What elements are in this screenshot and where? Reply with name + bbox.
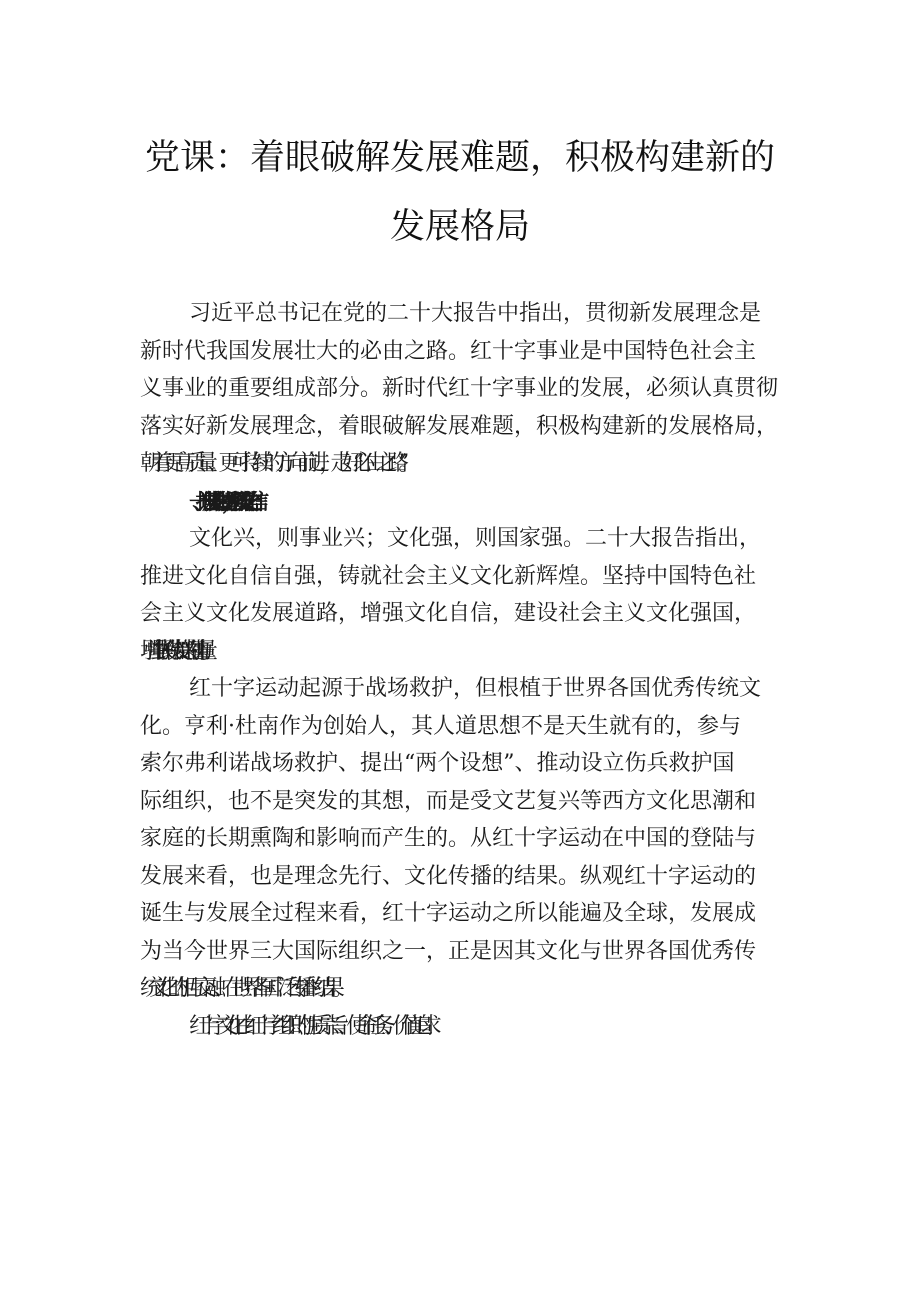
- paragraph-line: 会主义文化发展道路，增强文化自信，建设社会主义文化强国，: [140, 601, 757, 626]
- paragraph-line: 增强中华民族伟大复兴的精神力量。: [140, 638, 205, 664]
- paragraph-line: 索尔弗利诺战场救护、提出“两个设想”、推动设立伤兵救护国: [140, 751, 735, 776]
- document-title-line-2: 发展格局: [389, 207, 530, 247]
- paragraph-line: 朝着更高质量、更可持续的方向前进，走好“必由之路”。: [140, 451, 410, 476]
- paragraph-line: 为当今世界三大国际组织之一，正是因其文化与世界各国优秀传: [140, 938, 757, 964]
- paragraph-line: 发展来看，也是理念先行、文化传播的结果。纵观红十字运动的: [140, 863, 757, 889]
- paragraph-line: 家庭的长期熏陶和影响而产生的。从红十字运动在中国的登陆与: [140, 826, 757, 851]
- heading-text: 一、推进历史文化传播，增强历史文化自信: [189, 489, 252, 514]
- paragraph-line: 新时代我国发展壮大的必由之路。红十字事业是中国特色社会主: [140, 338, 757, 364]
- paragraph-line: 文化兴，则事业兴；文化强，则国家强。二十大报告指出，: [189, 526, 762, 551]
- paragraph-line: 推进文化自信自强，铸就社会主义文化新辉煌。坚持中国特色社: [140, 563, 757, 589]
- paragraph-line: 红十字运动起源于战场救护，但根植于世界各国优秀传统文: [189, 676, 762, 701]
- paragraph-line: 红十字文化由红十字组织的性质宗旨、使命任务、价值追求: [189, 1013, 430, 1039]
- paragraph-line: 际组织，也不是突发的其想，而是受文艺复兴等西方文化思潮和: [140, 788, 757, 814]
- paragraph-line: 落实好新发展理念，着眼破解发展难题，积极构建新的发展格局，: [140, 413, 779, 439]
- document-title-line-1: 党课：着眼破解发展难题，积极构建新的: [144, 138, 775, 178]
- paragraph-line: 统文化的相互交融、在世界各国广泛传播的结果。: [140, 976, 342, 1001]
- paragraph-line: 义事业的重要组成部分。新时代红十字事业的发展，必须认真贯彻: [140, 376, 779, 401]
- paragraph-line: 化。亨利·杜南作为创始人，其人道思想不是天生就有的，参与: [140, 713, 741, 739]
- paragraph-line: 诞生与发展全过程来看，红十字运动之所以能遍及全球，发展成: [140, 901, 757, 926]
- paragraph-line: 习近平总书记在党的二十大报告中指出，贯彻新发展理念是: [189, 301, 762, 326]
